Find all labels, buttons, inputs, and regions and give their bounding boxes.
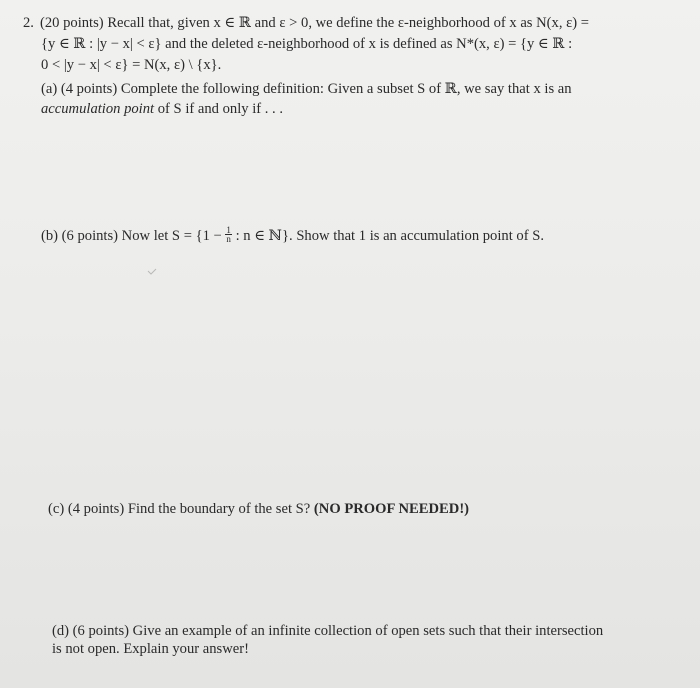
part-d-line-1 bbox=[52, 622, 603, 640]
fraction-numerator: 1 bbox=[226, 225, 231, 235]
part-a-term: accumulation point bbox=[41, 101, 155, 117]
part-b-text-before: Now let S = {1 − bbox=[121, 228, 222, 244]
problem-text-1: Recall that, given x ∈ ℝ and ε > 0, we define the ε-neighborhood of x as N(x, ε) = bbox=[107, 15, 589, 31]
part-c-label: (c) (4 points) bbox=[48, 501, 125, 517]
problem-points: (20 points) bbox=[40, 15, 104, 31]
part-a-line-1 bbox=[41, 80, 572, 98]
problem-line-2: {y ∈ ℝ : |y − x| < ε} and the deleted ε-neighborhood of x is defined as N*(x, ε) = {y ∈ ℝ : bbox=[41, 36, 573, 52]
part-a-line-2 bbox=[41, 100, 283, 118]
part-a-label: (a) (4 points) bbox=[41, 81, 118, 97]
part-b-fraction bbox=[225, 226, 232, 243]
part-d-text-1: Give an example of an infinite collection of open sets such that their intersection bbox=[132, 623, 604, 639]
fraction-denominator: n bbox=[226, 234, 231, 244]
pencil-mark-icon bbox=[147, 268, 157, 276]
part-d-label: (d) (6 points) bbox=[52, 623, 130, 639]
part-d-line-2: is not open. Explain your answer! bbox=[52, 641, 249, 657]
part-c-text: Find the boundary of the set S? bbox=[127, 501, 311, 517]
part-a-text: Complete the following definition: Given a subset S of ℝ, we say that x is an bbox=[120, 81, 572, 97]
part-b-line bbox=[41, 226, 544, 245]
part-b-label: (b) (6 points) bbox=[41, 228, 119, 244]
problem-number: 2. bbox=[23, 15, 34, 31]
part-a-text-2: of S if and only if . . . bbox=[157, 101, 284, 117]
problem-line-3: 0 < |y − x| < ε} = N(x, ε) \ {x}. bbox=[41, 57, 222, 73]
part-c-line bbox=[48, 500, 469, 518]
part-b-text-after: : n ∈ ℕ}. Show that 1 is an accumulation point of S. bbox=[235, 228, 544, 244]
part-c-emphasis: (NO PROOF NEEDED!) bbox=[313, 501, 470, 517]
